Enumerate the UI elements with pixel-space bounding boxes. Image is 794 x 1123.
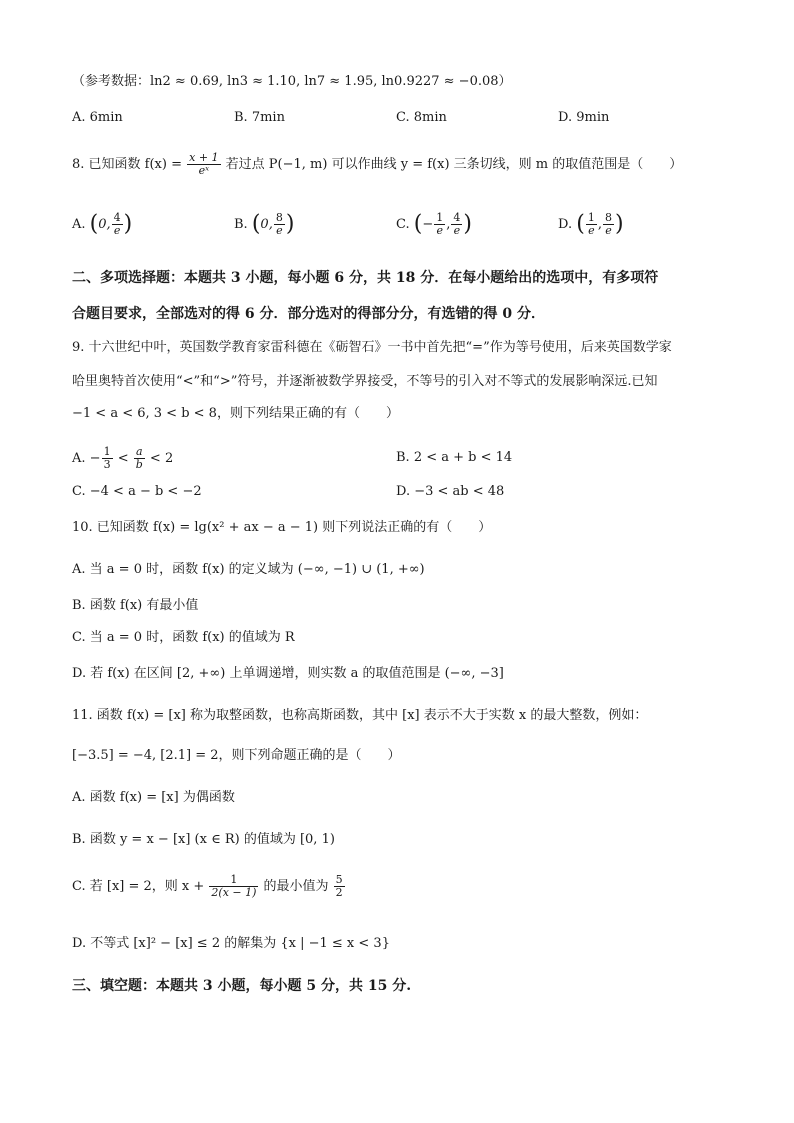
q8-c-den: e (436, 224, 444, 237)
section2-heading-line2: 合题目要求，全部选对的得 6 分．部分选对的得部分分，有选错的得 0 分． (72, 306, 545, 322)
q10-option-c[interactable]: C. 当 a = 0 时，函数 f(x) 的值域为 R (72, 630, 295, 645)
q9-stem-line1: 9. 十六世纪中叶，英国数学教育家雷科德在《砺智石》一书中首先把“=”作为等号使用，后来英国数学家 (72, 340, 672, 355)
q8-fraction (187, 152, 220, 177)
q7-option-c[interactable]: C. 8min (396, 110, 447, 125)
close-paren: ) (285, 211, 295, 237)
q9-a-den1: 3 (103, 458, 111, 471)
section3-heading: 三、填空题：本题共 3 小题，每小题 5 分，共 15 分. (72, 978, 412, 994)
q8-c-num2: 4 (453, 211, 461, 224)
q10-option-a[interactable]: A. 当 a = 0 时，函数 f(x) 的定义域为 (−∞, −1) ∪ (1, +∞) (72, 562, 425, 577)
q11-option-c[interactable] (72, 872, 346, 902)
q9-option-a[interactable] (72, 446, 173, 472)
open-paren: ( (251, 211, 261, 237)
q8-d-num: 1 (587, 211, 595, 224)
q8-suffix: 若过点 P(−1, m) 可以作曲线 y = f(x) 三条切线，则 m 的取值范围是（ ） (221, 157, 683, 172)
q8-d-den2: e (605, 224, 612, 237)
q9-stem-line3: −1 < a < 6, 3 < b < 8，则下列结果正确的有（ ） (72, 406, 399, 421)
q9-stem-line2: 哈里奥特首次使用“<”和“>”符号，并逐渐被数学界接受，不等号的引入对不等式的发展影响深远.已知 (72, 374, 658, 389)
q7-option-a[interactable]: A. 6min (72, 110, 123, 125)
q8-b-den: e (276, 224, 283, 237)
q8-b-left: 0, (260, 217, 273, 232)
q9-a-num2: a (134, 446, 145, 459)
open-paren: ( (576, 211, 585, 237)
q11-option-d[interactable]: D. 不等式 [x]² − [x] ≤ 2 的解集为 {x | −1 ≤ x < 3} (72, 936, 390, 951)
q11-option-a[interactable]: A. 函数 f(x) = [x] 为偶函数 (72, 790, 235, 805)
q11-c-den: 2(x − 1) (211, 886, 257, 899)
q9-a-pre: − (89, 451, 101, 466)
q11-c-mid: 的最小值为 (259, 879, 333, 894)
close-paren: ) (123, 211, 133, 237)
close-paren: ) (614, 211, 624, 237)
q9-a-post: < 2 (145, 451, 174, 466)
exam-page (72, 0, 732, 1123)
q11-option-b[interactable]: B. 函数 y = x − [x] (x ∈ R) 的值域为 [0, 1) (72, 832, 335, 847)
q8-option-a[interactable] (72, 212, 132, 237)
q8-option-a-label: A. (72, 217, 86, 232)
q8-option-b-label: B. (234, 217, 248, 232)
q10-option-b[interactable]: B. 函数 f(x) 有最小值 (72, 598, 199, 613)
q11-c-pre: C. 若 [x] = 2，则 x + (72, 879, 209, 894)
close-paren: ) (463, 211, 472, 237)
q8-prefix: 8. 已知函数 f(x) = (72, 157, 187, 172)
q11-c-num2: 5 (335, 873, 343, 886)
q8-option-c-label: C. (396, 217, 410, 232)
q10-option-d[interactable]: D. 若 f(x) 在区间 [2, +∞) 上单调递增，则实数 a 的取值范围是 (−∞, −3] (72, 666, 504, 681)
q9-option-d[interactable]: D. −3 < ab < 48 (396, 484, 505, 499)
q8-option-d[interactable]: D. ( $\frac{1}{e}$ , $\frac{8}{e}$ ) (558, 211, 624, 237)
q8-frac-num: x + 1 (189, 151, 219, 164)
reference-data: （参考数据：ln2 ≈ 0.69, ln3 ≈ 1.10, ln7 ≈ 1.95, ln0.9227 ≈ −0.08） (72, 74, 512, 89)
q8-a-den: e (113, 224, 121, 237)
q9-a-label: A. (72, 451, 86, 466)
q9-option-c[interactable]: C. −4 < a − b < −2 (72, 484, 202, 499)
q8-option-c[interactable]: C. (− $\frac{1}{e}$ , $\frac{4}{e}$ ) (396, 211, 472, 237)
q8-a-left: 0, (98, 217, 111, 232)
q8-c-num: 1 (436, 211, 444, 224)
open-paren: ( (413, 211, 423, 237)
q8-b-num: 8 (275, 211, 283, 224)
q11-c-num: 1 (209, 874, 258, 887)
q9-a-num1: 1 (103, 445, 111, 458)
q9-option-b[interactable]: B. 2 < a + b < 14 (396, 450, 513, 465)
q11-stem-line2: [−3.5] = −4, [2.1] = 2，则下列命题正确的是（ ） (72, 748, 401, 763)
open-paren: ( (89, 211, 99, 237)
q11-stem-line1: 11. 函数 f(x) = [x] 称为取整函数，也称高斯函数，其中 [x] 表示不大于实数 x 的最大整数，例如： (72, 708, 648, 723)
q8-option-b[interactable] (234, 212, 294, 237)
q11-c-den2: 2 (335, 886, 343, 899)
q7-option-b[interactable]: B. 7min (234, 110, 285, 125)
q9-a-mid: < (113, 451, 133, 466)
q8-option-d-label: D. (558, 217, 573, 232)
q8-stem (72, 152, 682, 178)
q8-frac-den: eˣ (198, 164, 210, 177)
q9-a-den2: b (135, 458, 143, 471)
q8-c-den2: e (453, 224, 461, 237)
q10-stem: 10. 已知函数 f(x) = lg(x² + ax − a − 1) 则下列说法正确的有（ ） (72, 520, 492, 535)
q7-option-d[interactable]: D. 9min (558, 110, 610, 125)
q8-c-left: − (422, 217, 434, 232)
section2-heading-line1: 二、多项选择题：本题共 3 小题，每小题 6 分，共 18 分．在每小题给出的选项中，有多项符 (72, 270, 659, 286)
q8-d-num2: 8 (604, 211, 612, 224)
q8-a-num: 4 (113, 211, 121, 224)
q8-d-den: e (588, 224, 595, 237)
